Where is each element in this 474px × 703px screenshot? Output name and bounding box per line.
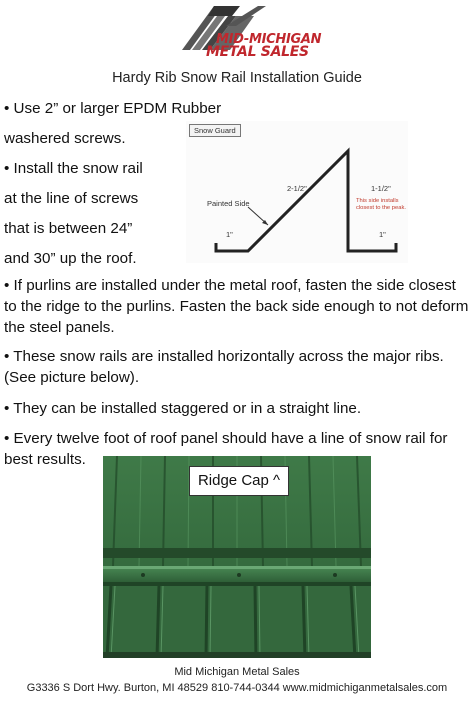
- peak-note-line2: closest to the peak.: [356, 205, 406, 211]
- horizontal-paragraph: • These snow rails are installed horizontally across the major ribs. (See picture below).: [4, 348, 444, 386]
- back-dimension-label: 1-1/2": [371, 184, 391, 193]
- twelve-foot-paragraph: • Every twelve foot of roof panel should have a line of snow rail for best results.: [4, 430, 448, 468]
- bullet-install-line3: that is between 24”: [4, 220, 133, 237]
- bullet-screws-line1: • Use 2” or larger EPDM Rubber: [4, 100, 222, 117]
- peak-note-line1: This side installs: [356, 198, 399, 204]
- bullet-install-line4: and 30” up the roof.: [4, 250, 137, 267]
- staggered-paragraph: • They can be installed staggered or in a straight line.: [4, 400, 362, 417]
- ridge-cap-label: Ridge Cap ^: [189, 466, 289, 496]
- left-foot-dimension-label: 1": [226, 230, 233, 239]
- bullet-install-line2: at the line of screws: [4, 190, 139, 207]
- right-foot-dimension-label: 1": [379, 230, 386, 239]
- footer-company: Mid Michigan Metal Sales: [174, 666, 300, 678]
- purlins-paragraph: • If purlins are installed under the metal roof, fasten the side closest to the ridge to the purlins. Fasten the back side enough to not deform the steel panels.: [4, 277, 469, 336]
- logo-text-line2: METAL SALES: [206, 44, 309, 60]
- document-title: Hardy Rib Snow Rail Installation Guide: [112, 70, 362, 86]
- slope-dimension-label: 2-1/2": [287, 184, 307, 193]
- bullet-screws-line2: washered screws.: [4, 130, 126, 147]
- bullet-install-line1: • Install the snow rail: [4, 160, 143, 177]
- diagram-header-label: Snow Guard: [189, 124, 241, 137]
- logo-text-line1: MID-MICHIGAN: [216, 32, 322, 47]
- painted-side-label: Painted Side: [207, 199, 250, 208]
- footer-address: G3336 S Dort Hwy. Burton, MI 48529 810-744-0344 www.midmichiganmetalsales.com: [26, 682, 448, 694]
